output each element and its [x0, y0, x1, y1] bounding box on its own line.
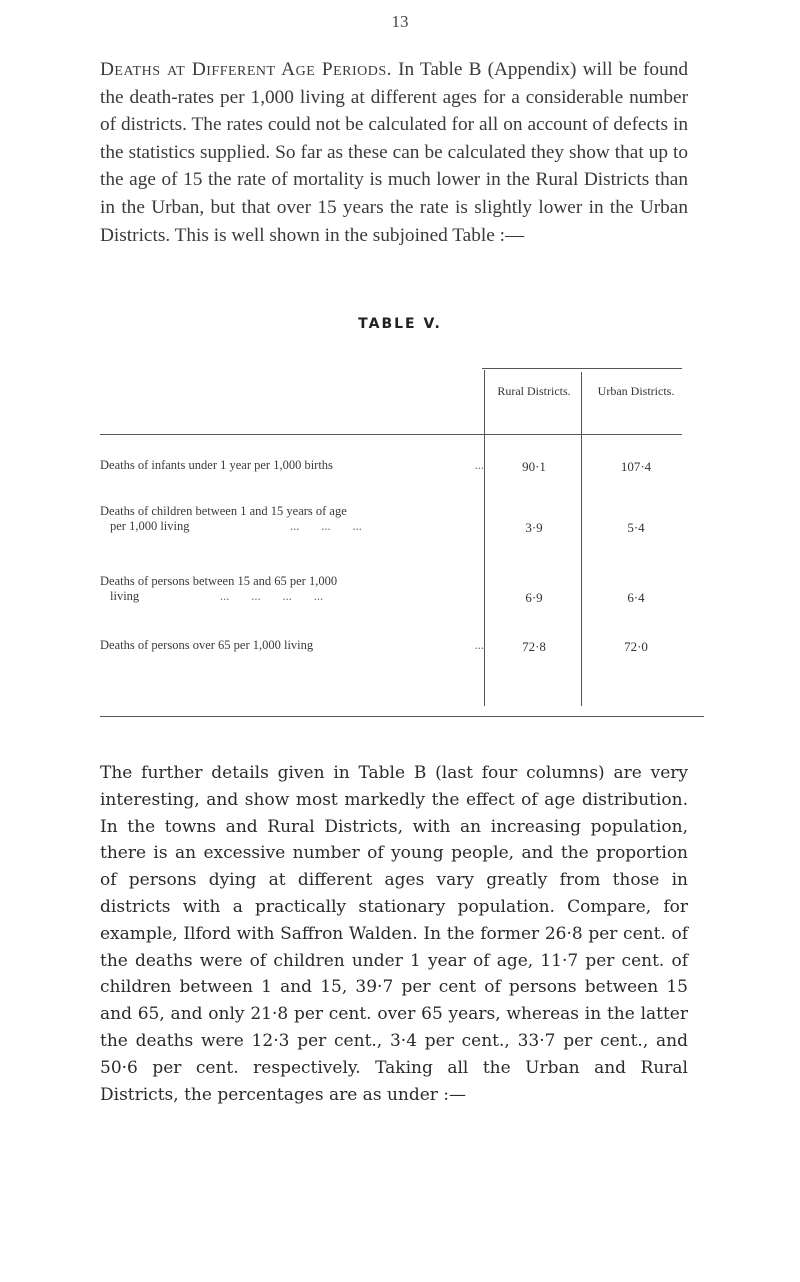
table-row-label	[100, 574, 484, 604]
row-label-leader: ... ... ...	[290, 519, 362, 533]
table-bottom-rule	[100, 716, 704, 717]
page-number: 13	[391, 12, 409, 31]
table-cell-urban: 72·0	[624, 639, 648, 654]
intro-text: In Table B (Appendix) will be found the death-rates per 1,000 living at different ages for a considerable number of districts. The rates could not be calculated for all on account of defects in the statistics supplied. So far as these can be calculated they show that up to the age of 15 the rate of mortality is much lower in the Rural Districts than in the Urban, but that over 15 years the rate is slightly lower in the Urban Districts. This is well shown in the subjoined Table :—	[100, 59, 688, 246]
body-paragraph: The further details given in Table B (last four columns) are very interesting, and show most markedly the effect of age distribution. In the towns and Rural Districts, with an increasing population, there is an excessive number of young people, and the proportion of persons dying at different ages vary greatly from those in districts with a practically stationary population. Compare, for example, Ilford with Saffron Walden. In the former 26·8 per cent. of the deaths were of children under 1 year of age, 11·7 per cent. of children between 1 and 15, 39·7 per cent of persons between 15 and 65, and only 21·8 per cent. over 65 years, whereas in the latter the deaths were 12·3 per cent., 3·4 per cent., 33·7 per cent., and 50·6 per cent. respectively. Taking all the Urban and Rural Districts, the percentages are as under :—	[100, 763, 688, 1105]
table-cell-urban: 5·4	[627, 520, 645, 535]
table-row-label	[100, 638, 484, 653]
intro-paragraph	[100, 56, 688, 249]
row-label-line: Deaths of infants under 1 year per 1,000 births	[100, 458, 333, 472]
table-cell-urban: 6·4	[627, 590, 645, 605]
row-label-line: Deaths of persons between 15 and 65 per 1,000	[100, 574, 338, 588]
table-divider-2	[581, 372, 582, 706]
table-cell-rural: 90·1	[522, 459, 546, 474]
row-label-leader: ... ... ... ...	[220, 589, 324, 603]
table-title: TABLE V.	[358, 316, 442, 332]
row-label-leader: ...	[474, 458, 484, 472]
table-cell-rural: 72·8	[522, 639, 546, 654]
table-cell-rural: 6·9	[525, 590, 543, 605]
row-label-line: Deaths of persons over 65 per 1,000 living	[100, 638, 314, 652]
column-header-rural: Rural Districts.	[497, 384, 571, 398]
table-cell-urban: 107·4	[620, 459, 652, 474]
row-label-line: Deaths of children between 1 and 15 years of age	[100, 504, 347, 518]
row-label-leader: ...	[474, 638, 484, 652]
table-row-label	[100, 458, 484, 473]
table-top-rule	[482, 368, 682, 369]
intro-heading: Deaths at Different Age Periods.	[100, 59, 392, 80]
table-header-rule	[100, 434, 682, 435]
row-label-line: per 1,000 living	[110, 519, 190, 533]
table-row-label	[100, 504, 484, 534]
column-header-urban: Urban Districts.	[597, 384, 675, 398]
row-label-line: living	[110, 589, 140, 603]
table-cell-rural: 3·9	[525, 520, 543, 535]
table-divider-1	[484, 370, 485, 706]
